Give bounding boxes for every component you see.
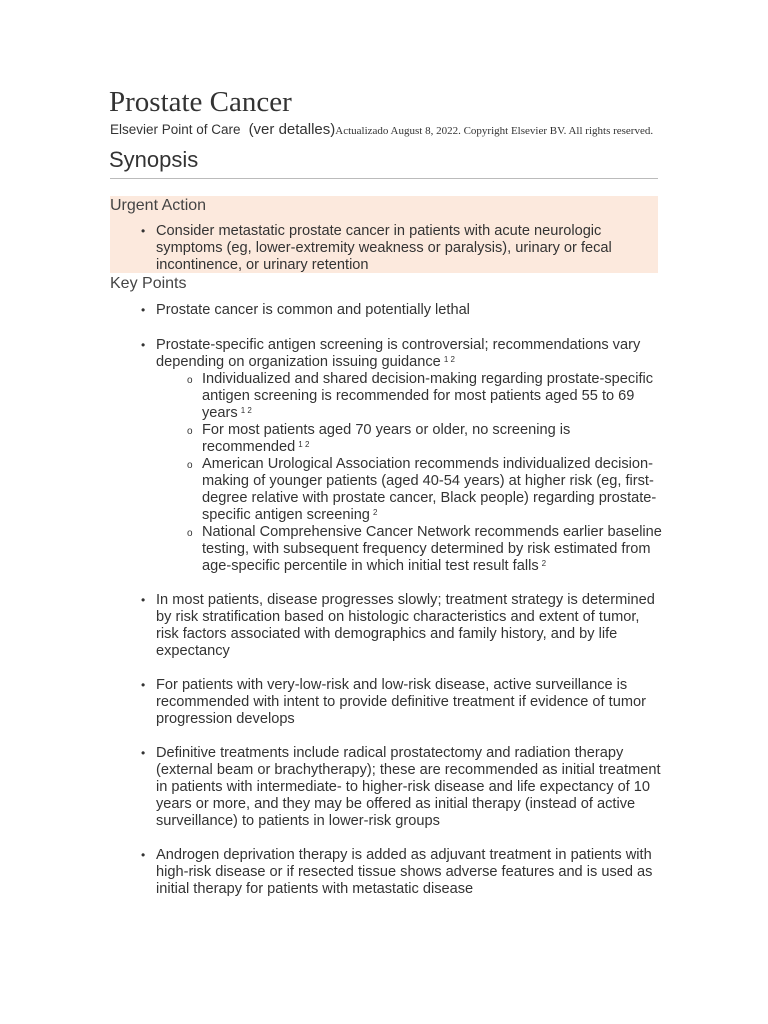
item-text: National Comprehensive Cancer Network recommends earlier baseline testing, with subsequent frequency determined by risk estimated from age-specific percentile in which initial test result falls (202, 524, 662, 574)
urgent-action-heading: Urgent Action (110, 197, 207, 214)
sub-list-item (202, 422, 664, 456)
citation-refs[interactable]: 2 (372, 508, 378, 517)
key-points-heading: Key Points (110, 275, 187, 292)
source-name: Elsevier Point of Care (110, 122, 241, 137)
item-text: Prostate cancer is common and potentially lethal (156, 302, 470, 318)
item-text: For patients with very-low-risk and low-risk disease, active surveillance is recommended with intent to provide definitive treatment if evidence of tumor progression develops (156, 677, 646, 727)
sub-list-item (202, 456, 664, 524)
list-item (156, 592, 661, 660)
item-text: For most patients aged 70 years or older, no screening is recommended (202, 422, 571, 455)
item-text: Androgen deprivation therapy is added as adjuvant treatment in patients with high-risk disease or if resected tissue shows adverse features and is used as initial therapy for patients with metastatic disease (156, 847, 653, 897)
citation-refs[interactable]: 1 2 (298, 440, 310, 449)
details-link[interactable]: (ver detalles) (248, 121, 336, 138)
sub-list-item (202, 524, 664, 575)
item-text: Prostate-specific antigen screening is controversial; recommendations vary depending on organization issuing guidance (156, 337, 641, 370)
list-item (156, 337, 661, 371)
item-text: Consider metastatic prostate cancer in patients with acute neurologic symptoms (eg, lower-extremity weakness or paralysis), urinary or fecal incontinence, or urinary retention (156, 223, 612, 273)
list-item (156, 847, 661, 898)
item-text: Definitive treatments include radical prostatectomy and radiation therapy (external beam or brachytherapy); these are recommended as initial treatment in patients with intermediate- to higher-risk disease and life expectancy of 10 years or more, and they may be offered as initial therapy (instead of active surveillance) to patients in lower-risk groups (156, 745, 661, 829)
synopsis-heading: Synopsis (109, 147, 199, 172)
list-item (156, 302, 661, 319)
page-title: Prostate Cancer (109, 86, 292, 118)
list-item (156, 677, 661, 728)
divider (110, 178, 658, 179)
citation-refs[interactable]: 2 (541, 559, 547, 568)
citation-refs[interactable]: 1 2 (240, 406, 252, 415)
updated-text: Actualizado August 8, 2022. Copyright Elsevier BV. All rights reserved. (335, 125, 654, 137)
source-meta (110, 123, 670, 138)
item-text: American Urological Association recommends individualized decision-making of younger patients (aged 40-54 years) at higher risk (eg, first-degree relative with prostate cancer, Black people) regarding prostate-specific antigen screening (202, 456, 657, 523)
sub-list-item (202, 371, 664, 422)
item-text: Individualized and shared decision-making regarding prostate-specific antigen screening is recommended for most patients aged 55 to 69 years (202, 371, 654, 421)
item-text: In most patients, disease progresses slowly; treatment strategy is determined by risk stratification based on histologic characteristics and extent of tumor, risk factors associated with demographics and family history, and by life expectancy (156, 592, 655, 659)
citation-refs[interactable]: 1 2 (443, 355, 455, 364)
urgent-item (156, 223, 661, 274)
list-item (156, 745, 661, 830)
